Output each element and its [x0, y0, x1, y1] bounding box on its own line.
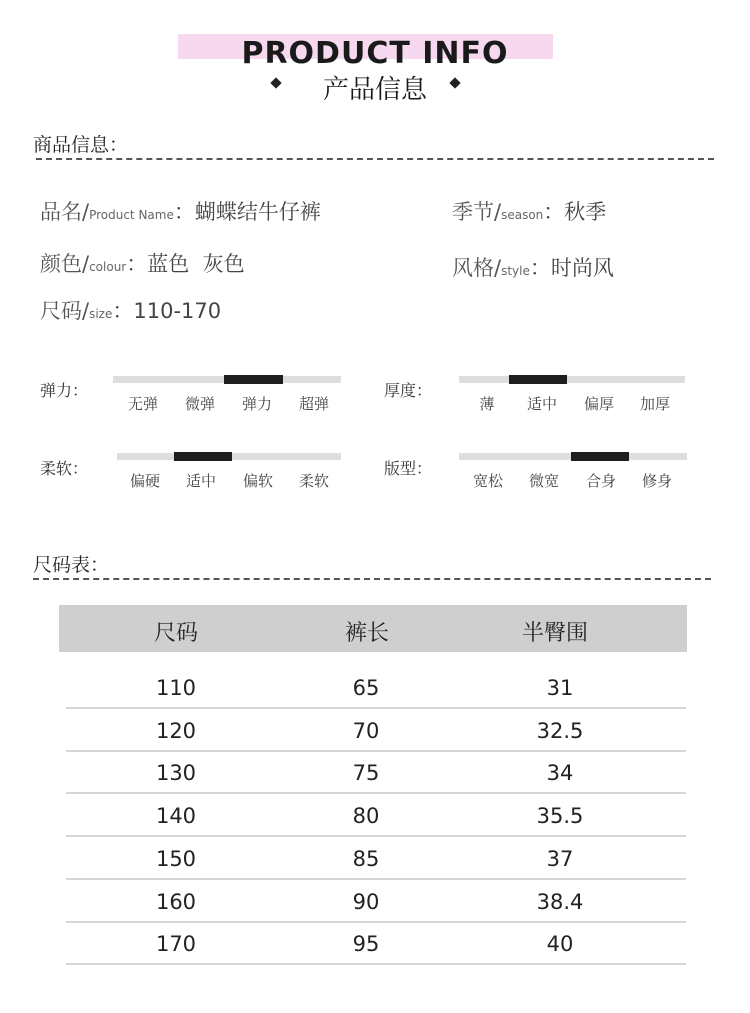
attribute-selected-marker: [174, 452, 232, 461]
table-cell: 65: [352, 676, 380, 700]
attribute-option: 偏硬: [129, 472, 160, 490]
field-label: 颜色/: [40, 252, 90, 276]
field-colour: [40, 248, 245, 278]
field-value: 秋季: [564, 200, 607, 224]
attribute-selected-marker: [509, 375, 567, 384]
table-cell: 85: [352, 846, 380, 871]
field-sep: ：: [543, 200, 565, 224]
attribute-label: 弹力：: [40, 381, 89, 400]
table-row-divider: [66, 792, 686, 794]
attribute-label: 版型：: [384, 459, 433, 478]
field-value: 时尚风: [550, 256, 614, 280]
table-cell: 110: [155, 676, 197, 700]
attribute-option: 柔软: [298, 472, 329, 490]
field-label-en: colour: [89, 260, 127, 274]
attribute-option: 微弹: [184, 395, 215, 413]
field-label: 品名/: [40, 200, 90, 224]
attribute-track: [459, 376, 685, 383]
attribute-option: 微宽: [528, 472, 559, 490]
field-size: [40, 295, 221, 325]
table-cell: 160: [155, 889, 197, 914]
field-label: 尺码/: [40, 299, 90, 323]
attribute-option: 弹力: [241, 395, 272, 413]
table-cell: 150: [155, 846, 197, 871]
table-row-divider: [66, 750, 686, 752]
attribute-option: 偏厚: [583, 395, 614, 413]
table-cell: 170: [155, 932, 197, 957]
field-label-en: season: [501, 208, 544, 222]
field-label: 风格/: [452, 256, 502, 280]
attribute-option: 宽松: [472, 472, 503, 490]
field-sep: ：: [126, 252, 148, 276]
size-chart-divider: [33, 578, 711, 580]
table-cell: 80: [352, 804, 380, 829]
field-value: 蓝色 灰色: [147, 252, 245, 276]
attribute-option: 超弹: [298, 395, 329, 413]
table-cell: 35.5: [536, 804, 584, 829]
table-cell: 38.4: [536, 889, 584, 914]
attribute-option: 薄: [479, 395, 495, 413]
size-chart-heading: 尺码表：: [33, 554, 110, 576]
table-cell: 70: [352, 718, 380, 743]
field-style: [452, 252, 614, 282]
table-cell: 31: [546, 676, 574, 700]
attribute-option: 偏软: [242, 472, 273, 490]
field-label: 季节/: [452, 200, 502, 224]
field-product-name: [40, 196, 321, 226]
table-cell: 40: [546, 932, 574, 957]
table-header-size: 尺码: [153, 621, 198, 646]
page-subtitle: 产品信息: [322, 75, 427, 105]
field-value: 110-170: [133, 299, 222, 323]
attribute-option: 修身: [641, 472, 672, 490]
table-cell: 120: [155, 718, 197, 743]
field-sep: ：: [112, 299, 134, 323]
table-header-hip: 半臀围: [521, 621, 588, 646]
table-cell: 32.5: [536, 718, 584, 743]
field-season: [452, 196, 606, 226]
table-cell: 95: [352, 932, 380, 957]
field-label-en: style: [501, 264, 530, 278]
attribute-option: 无弹: [127, 395, 158, 413]
attribute-option: 加厚: [639, 395, 670, 413]
page-title: PRODUCT INFO: [241, 36, 509, 71]
table-cell: 130: [155, 761, 197, 786]
attribute-option: 适中: [185, 472, 216, 490]
table-cell: 34: [546, 761, 574, 786]
table-row-divider: [66, 835, 686, 837]
attribute-label: 柔软：: [40, 459, 89, 478]
attribute-option: 适中: [526, 395, 557, 413]
table-header-length: 裤长: [344, 621, 389, 646]
attribute-option: 合身: [585, 472, 616, 490]
table-row-divider: [66, 963, 686, 965]
table-cell: 75: [352, 761, 380, 786]
table-cell: 90: [352, 889, 380, 914]
attribute-selected-marker: [571, 452, 629, 461]
attribute-label: 厚度：: [384, 381, 433, 400]
table-row-divider: [66, 707, 686, 709]
attribute-selected-marker: [224, 375, 283, 384]
field-label-en: size: [89, 307, 113, 321]
table-row-divider: [66, 921, 686, 923]
product-info-divider: [36, 158, 714, 160]
field-sep: ：: [529, 256, 551, 280]
table-cell: 37: [546, 846, 574, 871]
product-info-heading: 商品信息：: [33, 134, 129, 156]
table-row-divider: [66, 878, 686, 880]
table-cell: 140: [155, 804, 197, 829]
field-label-en: Product Name: [89, 208, 174, 222]
field-sep: ：: [173, 200, 195, 224]
field-value: 蝴蝶结牛仔裤: [194, 200, 321, 224]
